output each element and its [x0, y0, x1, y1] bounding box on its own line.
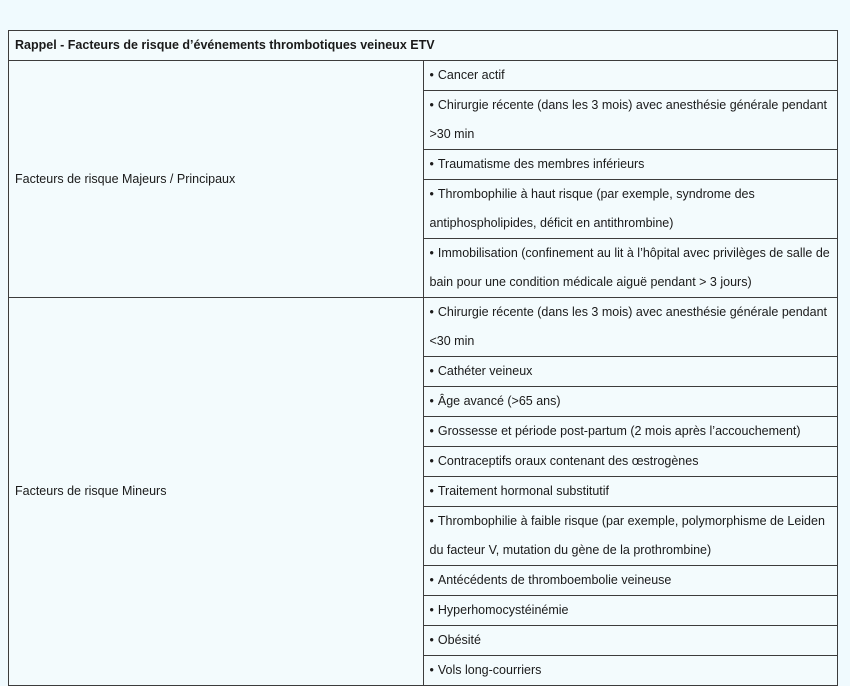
risk-factor-item	[423, 387, 838, 417]
risk-factor-text: Contraceptifs oraux contenant des œstrogènes	[437, 454, 699, 468]
risk-factor-text: Chirurgie récente (dans les 3 mois) avec anesthésie générale pendant <30 min	[429, 305, 828, 348]
risk-factor-item	[423, 477, 838, 507]
risk-factor-text: Cancer actif	[437, 68, 505, 82]
risk-factor-item	[423, 447, 838, 477]
risk-factors-table	[8, 30, 838, 686]
risk-factor-item	[423, 566, 838, 596]
bullet-mark: •	[429, 157, 434, 171]
category-minor: Facteurs de risque Mineurs	[9, 298, 424, 686]
bullet-mark: •	[429, 424, 434, 438]
risk-factor-item	[423, 91, 838, 150]
bullet-mark: •	[429, 633, 434, 647]
bullet-mark: •	[429, 68, 434, 82]
risk-factor-item	[423, 417, 838, 447]
bullet-mark: •	[429, 573, 434, 587]
risk-factor-text: Traumatisme des membres inférieurs	[437, 157, 645, 171]
risk-factor-text: Hyperhomocystéinémie	[437, 603, 569, 617]
risk-factor-text: Grossesse et période post-partum (2 mois après l’accouchement)	[437, 424, 801, 438]
bullet-mark: •	[429, 305, 434, 319]
bullet-mark: •	[429, 98, 434, 112]
bullet-mark: •	[429, 364, 434, 378]
page-edge	[840, 0, 850, 607]
risk-factor-item	[423, 239, 838, 298]
bullet-mark: •	[429, 187, 434, 201]
bullet-mark: •	[429, 603, 434, 617]
category-major: Facteurs de risque Majeurs / Principaux	[9, 61, 424, 298]
table-row	[9, 61, 838, 91]
bullet-mark: •	[429, 394, 434, 408]
bullet-mark: •	[429, 454, 434, 468]
risk-factor-text: Immobilisation (confinement au lit à l’hôpital avec privilèges de salle de bain pour une condition médicale aiguë pendant > 3 jours)	[429, 246, 830, 289]
risk-factor-item	[423, 596, 838, 626]
risk-factor-text: Vols long-courriers	[437, 663, 542, 677]
risk-factor-text: Thrombophilie à faible risque (par exemple, polymorphisme de Leiden du facteur V, mutation du gène de la prothrombine)	[429, 514, 825, 557]
risk-factor-text: Chirurgie récente (dans les 3 mois) avec anesthésie générale pendant >30 min	[429, 98, 828, 141]
risk-factor-item	[423, 507, 838, 566]
risk-factor-item	[423, 150, 838, 180]
risk-factor-text: Âge avancé (>65 ans)	[437, 394, 561, 408]
risk-factor-item	[423, 298, 838, 357]
risk-factor-text: Cathéter veineux	[437, 364, 533, 378]
risk-factor-text: Traitement hormonal substitutif	[437, 484, 610, 498]
risk-factor-item	[423, 626, 838, 656]
table-caption-row	[9, 31, 838, 61]
risk-factor-item	[423, 656, 838, 686]
bullet-mark: •	[429, 484, 434, 498]
bullet-mark: •	[429, 246, 434, 260]
risk-factor-item	[423, 61, 838, 91]
risk-factor-text: Thrombophilie à haut risque (par exemple, syndrome des antiphospholipides, déficit en antithrombine)	[429, 187, 755, 230]
table-row	[9, 298, 838, 357]
risk-factor-text: Obésité	[437, 633, 481, 647]
bullet-mark: •	[429, 514, 434, 528]
risk-factor-item	[423, 357, 838, 387]
table-caption: Rappel - Facteurs de risque d’événements thrombotiques veineux ETV	[9, 31, 838, 61]
risk-factor-item	[423, 180, 838, 239]
risk-factor-text: Antécédents de thromboembolie veineuse	[437, 573, 672, 587]
bullet-mark: •	[429, 663, 434, 677]
